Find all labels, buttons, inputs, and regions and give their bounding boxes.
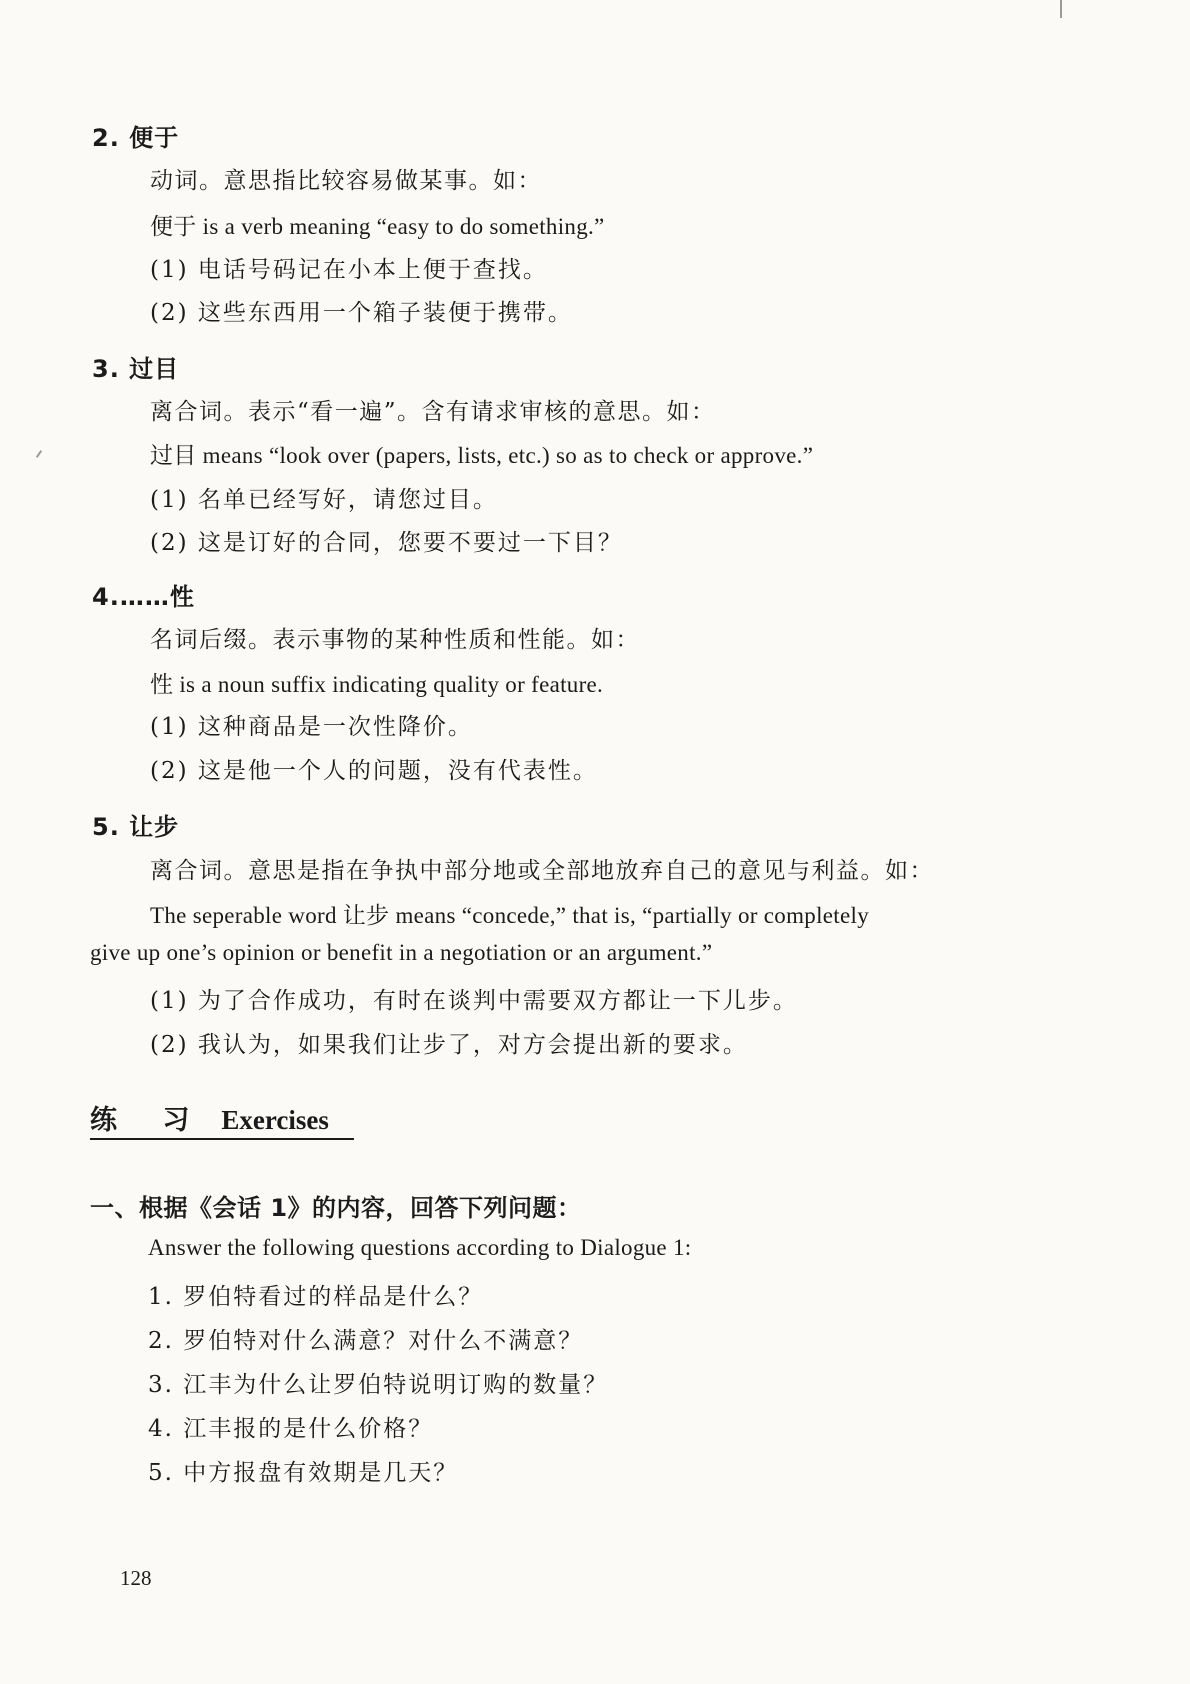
example-sentence: (1) 为了合作成功，有时在谈判中需要双方都让一下儿步。 — [150, 988, 798, 1014]
note-english-description: give up one’s opinion or benefit in a negotiation or an argument.” — [90, 940, 713, 965]
exercise-instruction: Answer the following questions according to Dialogue 1: — [148, 1235, 692, 1260]
exercise-question: 3. 江丰为什么让罗伯特说明订购的数量？ — [148, 1372, 609, 1398]
note-heading: 5. 让步 — [92, 813, 180, 841]
example-sentence: (1) 名单已经写好，请您过目。 — [150, 487, 498, 513]
exercise-question: 5. 中方报盘有效期是几天？ — [148, 1460, 459, 1486]
note-chinese-description: 离合词。表示“看一遍”。含有请求审核的意思。如： — [150, 399, 716, 425]
exercise-question: 2. 罗伯特对什么满意？对什么不满意？ — [148, 1328, 584, 1354]
exercise-question: 4. 江丰报的是什么价格？ — [148, 1416, 434, 1442]
example-sentence: (2) 这是他一个人的问题，没有代表性。 — [150, 758, 598, 784]
note-english-description: 过目 means “look over (papers, lists, etc.) so as to check or approve.” — [150, 443, 814, 468]
exercises-section-title — [90, 1098, 354, 1140]
page-number: 128 — [120, 1566, 152, 1590]
exercise-part-heading: 一、根据《会话 1》的内容，回答下列问题： — [90, 1194, 582, 1222]
note-heading: 3. 过目 — [92, 355, 180, 383]
note-english-description: The seperable word 让步 means “concede,” that is, “partially or completely — [150, 903, 869, 928]
example-sentence: (2) 这是订好的合同，您要不要过一下目？ — [150, 530, 623, 556]
example-sentence: (1) 这种商品是一次性降价。 — [150, 714, 473, 740]
note-heading: 4.……性 — [92, 583, 195, 611]
note-heading: 2. 便于 — [92, 124, 180, 152]
exercises-title-english: Exercises — [221, 1105, 329, 1135]
note-english-description: 便于 is a verb meaning “easy to do something.” — [150, 214, 605, 239]
note-chinese-description: 动词。意思指比较容易做某事。如： — [150, 168, 542, 194]
note-english-description: 性 is a noun suffix indicating quality or feature. — [150, 672, 604, 697]
scan-mark — [1060, 0, 1062, 18]
example-sentence: (2) 这些东西用一个箱子装便于携带。 — [150, 300, 573, 326]
example-sentence: (1) 电话号码记在小本上便于查找。 — [150, 257, 548, 283]
exercise-question: 1. 罗伯特看过的样品是什么？ — [148, 1284, 484, 1310]
scan-mark — [36, 450, 42, 458]
note-chinese-description: 名词后缀。表示事物的某种性质和性能。如： — [150, 627, 640, 653]
exercises-title-chinese: 练 习 — [90, 1105, 208, 1136]
example-sentence: (2) 我认为，如果我们让步了，对方会提出新的要求。 — [150, 1032, 748, 1058]
note-chinese-description: 离合词。意思是指在争执中部分地或全部地放弃自己的意见与利益。如： — [150, 858, 934, 884]
